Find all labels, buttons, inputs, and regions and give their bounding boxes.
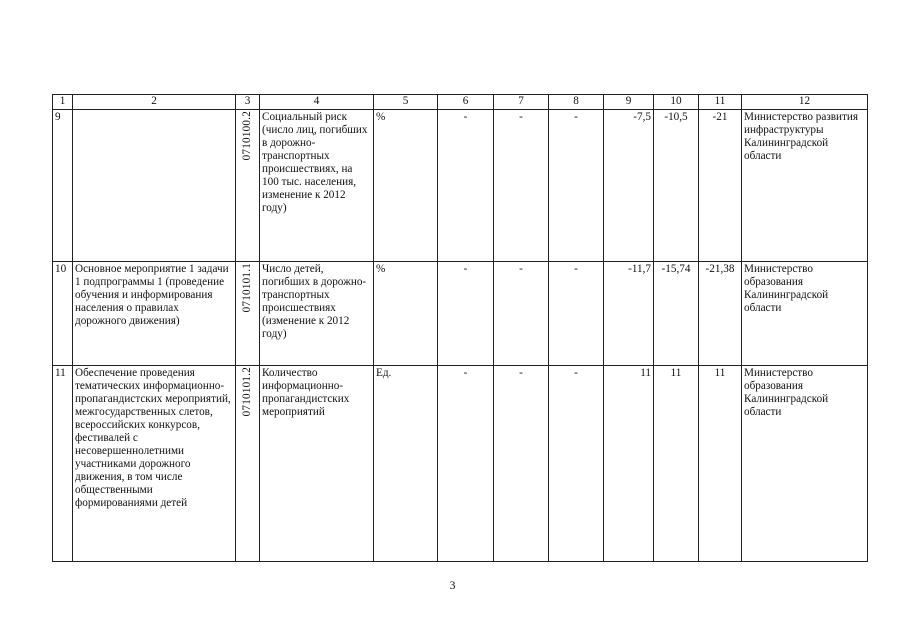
column-header: 8 (549, 95, 604, 110)
column-number-row (53, 95, 868, 110)
indicator-cell: Социальный риск (число лиц, погибших в дорожно-транспортных происшествиях, на 100 тыс. населения, изменение к 2012 году) (260, 110, 374, 262)
value-cell: - (549, 110, 604, 262)
column-header: 4 (260, 95, 374, 110)
column-header: 1 (53, 95, 73, 110)
column-header: 5 (374, 95, 438, 110)
column-header: 11 (699, 95, 742, 110)
value-cell: -10,5 (654, 110, 699, 262)
unit-cell: % (374, 110, 438, 262)
column-header: 7 (494, 95, 549, 110)
responsible-cell: Министерство развития инфраструктуры Калининградской области (742, 110, 868, 262)
indicators-table (52, 94, 868, 562)
column-header: 2 (73, 95, 236, 110)
code-cell (236, 366, 260, 562)
table-row (53, 366, 868, 562)
measure-cell: Обеспечение проведения тематических информационно-пропагандистских мероприятий, межгосударственных слетов, всероссийских конкурсов, фестивалей с несовершеннолетними участниками дорожного движения, в том числе общественными формированиями детей (73, 366, 236, 562)
indicator-cell: Число детей, погибших в дорожно-транспортных происшествиях (изменение к 2012 году) (260, 262, 374, 366)
column-header: 10 (654, 95, 699, 110)
vertical-code: 0710100.2 (241, 111, 253, 161)
value-cell: -21,38 (699, 262, 742, 366)
responsible-cell: Министерство образования Калининградской области (742, 262, 868, 366)
table-row (53, 110, 868, 262)
table-row (53, 262, 868, 366)
vertical-code: 0710101.1 (241, 263, 253, 313)
value-cell: - (549, 366, 604, 562)
value-cell: 11 (654, 366, 699, 562)
measure-cell: Основное мероприятие 1 задачи 1 подпрограммы 1 (проведение обучения и информирования населения о правилах дорожного движения) (73, 262, 236, 366)
column-header: 12 (742, 95, 868, 110)
value-cell: - (549, 262, 604, 366)
value-cell: -7,5 (604, 110, 654, 262)
value-cell: 11 (699, 366, 742, 562)
row-number: 9 (53, 110, 73, 262)
code-cell (236, 110, 260, 262)
row-number: 11 (53, 366, 73, 562)
value-cell: - (438, 110, 494, 262)
indicator-cell: Количество информационно-пропагандистских мероприятий (260, 366, 374, 562)
value-cell: - (494, 366, 549, 562)
vertical-code: 0710101.2 (241, 367, 253, 417)
value-cell: -15,74 (654, 262, 699, 366)
column-header: 3 (236, 95, 260, 110)
value-cell: - (494, 262, 549, 366)
column-header: 6 (438, 95, 494, 110)
row-number: 10 (53, 262, 73, 366)
value-cell: - (438, 262, 494, 366)
unit-cell: Ед. (374, 366, 438, 562)
measure-cell (73, 110, 236, 262)
value-cell: -21 (699, 110, 742, 262)
unit-cell: % (374, 262, 438, 366)
code-cell (236, 262, 260, 366)
value-cell: - (438, 366, 494, 562)
value-cell: -11,7 (604, 262, 654, 366)
value-cell: - (494, 110, 549, 262)
column-header: 9 (604, 95, 654, 110)
value-cell: 11 (604, 366, 654, 562)
page-number: 3 (449, 578, 456, 592)
responsible-cell: Министерство образования Калининградской области (742, 366, 868, 562)
